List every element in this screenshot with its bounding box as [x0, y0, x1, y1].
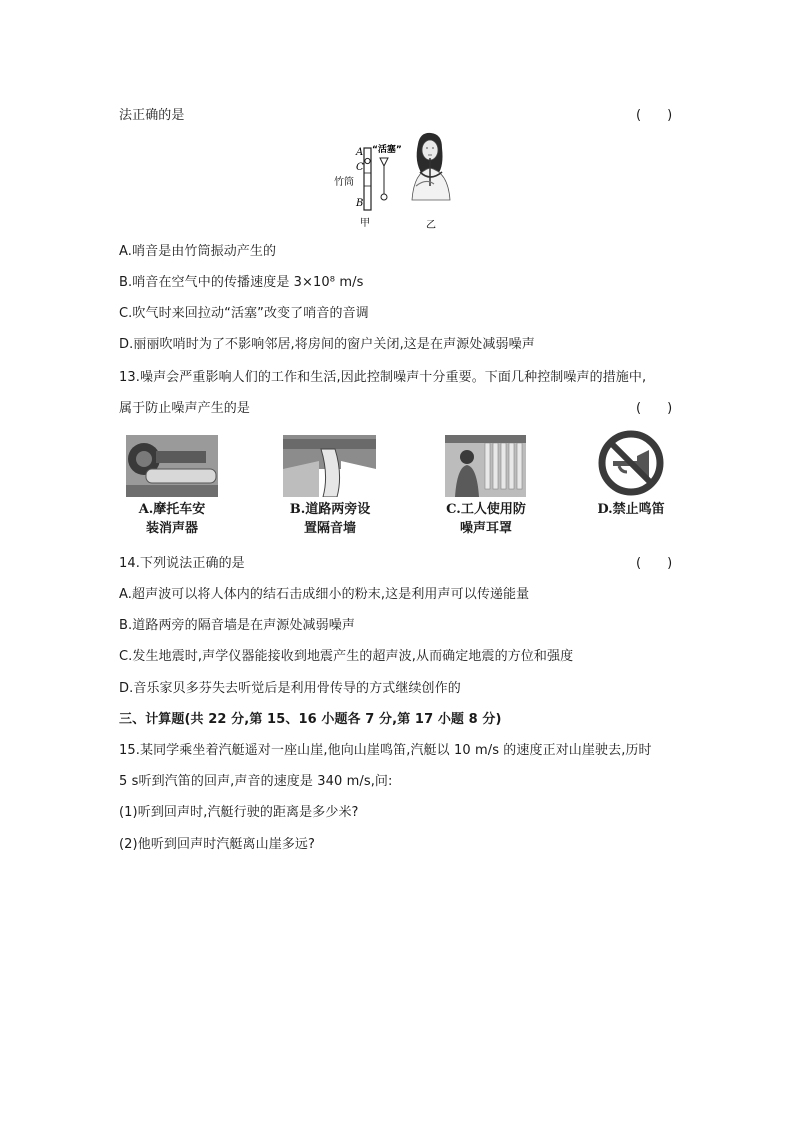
q14-stem: 14.下列说法正确的是 [119, 556, 245, 571]
q13-stem-line2: 属于防止噪声产生的是 [119, 401, 251, 416]
q13-caption-d [571, 500, 691, 519]
caption-c-line1: C.工人使用防 [446, 502, 526, 517]
label-c: C [356, 162, 364, 173]
section-3-heading: 三、计算题(共 22 分,第 15、16 小题各 7 分,第 17 小题 8 分) [119, 712, 502, 727]
q15-line2: 5 s听到汽笛的回声,声音的速度是 340 m/s,问: [119, 774, 393, 789]
q13-answer-paren: ( ) [636, 401, 673, 416]
q13-caption-a [112, 500, 232, 538]
caption-b-line2: 置隔音墙 [303, 521, 356, 536]
q12-answer-paren: ( ) [636, 108, 673, 123]
q15-sub2: (2)他听到回声时汽艇离山崖多远? [119, 837, 316, 852]
q13-caption-b [270, 500, 390, 538]
label-jia: 甲 [360, 218, 370, 229]
caption-b-line1: B.道路两旁设 [289, 502, 371, 517]
q13-caption-c [426, 500, 546, 538]
caption-a-line2: 装消声器 [145, 521, 198, 536]
girl-playing-whistle-illustration [412, 133, 450, 200]
factory-worker-earmuffs-photo [445, 435, 526, 497]
label-a: A [356, 147, 364, 158]
sound-barrier-wall-photo [283, 435, 376, 497]
q12-option-c: C.吹气时来回拉动“活塞”改变了哨音的音调 [119, 306, 369, 321]
q13-stem-line1: 13.噪声会严重影响人们的工作和生活,因此控制噪声十分重要。下面几种控制噪声的措施中, [119, 370, 647, 385]
tube-hole [365, 158, 370, 163]
caption-c-line2: 噪声耳罩 [459, 521, 512, 536]
q12-option-b: B.哨音在空气中的传播速度是 3×10⁸ m/s [119, 275, 364, 290]
label-yi: 乙 [426, 220, 436, 231]
label-b: B [356, 198, 364, 209]
q15-sub1: (1)听到回声时,汽艇行驶的距离是多少米? [119, 805, 359, 820]
q14-option-b: B.道路两旁的隔音墙是在声源处减弱噪声 [119, 618, 355, 633]
q14-option-d: D.音乐家贝多芬失去听觉后是利用骨传导的方式继续创作的 [119, 681, 461, 696]
piston-head [380, 158, 388, 166]
q12-option-a: A.哨音是由竹筒振动产生的 [119, 244, 277, 259]
caption-d-line1: D.禁止鸣笛 [597, 502, 665, 517]
caption-a-line1: A.摩托车安 [138, 502, 206, 517]
q12-figure [330, 128, 470, 234]
q14-answer-paren: ( ) [636, 556, 673, 571]
q14-option-a: A.超声波可以将人体内的结石击成细小的粉末,这是利用声可以传递能量 [119, 587, 530, 602]
motorcycle-muffler-photo [126, 435, 218, 497]
label-piston: “活塞” [372, 145, 402, 155]
q15-line1: 15.某同学乘坐着汽艇遥对一座山崖,他向山崖鸣笛,汽艇以 10 m/s 的速度正对山崖驶去,历时 [119, 743, 652, 758]
label-tube: 竹筒 [334, 177, 354, 188]
no-honking-sign [597, 428, 665, 498]
q14-option-c: C.发生地震时,声学仪器能接收到地震产生的超声波,从而确定地震的方位和强度 [119, 649, 574, 664]
bamboo-whistle-diagram [330, 128, 470, 234]
bamboo-tube [364, 148, 371, 210]
q12-option-d: D.丽丽吹哨时为了不影响邻居,将房间的窗户关闭,这是在声源处减弱噪声 [119, 337, 535, 352]
q12-stem-tail: 法正确的是 [119, 108, 185, 123]
